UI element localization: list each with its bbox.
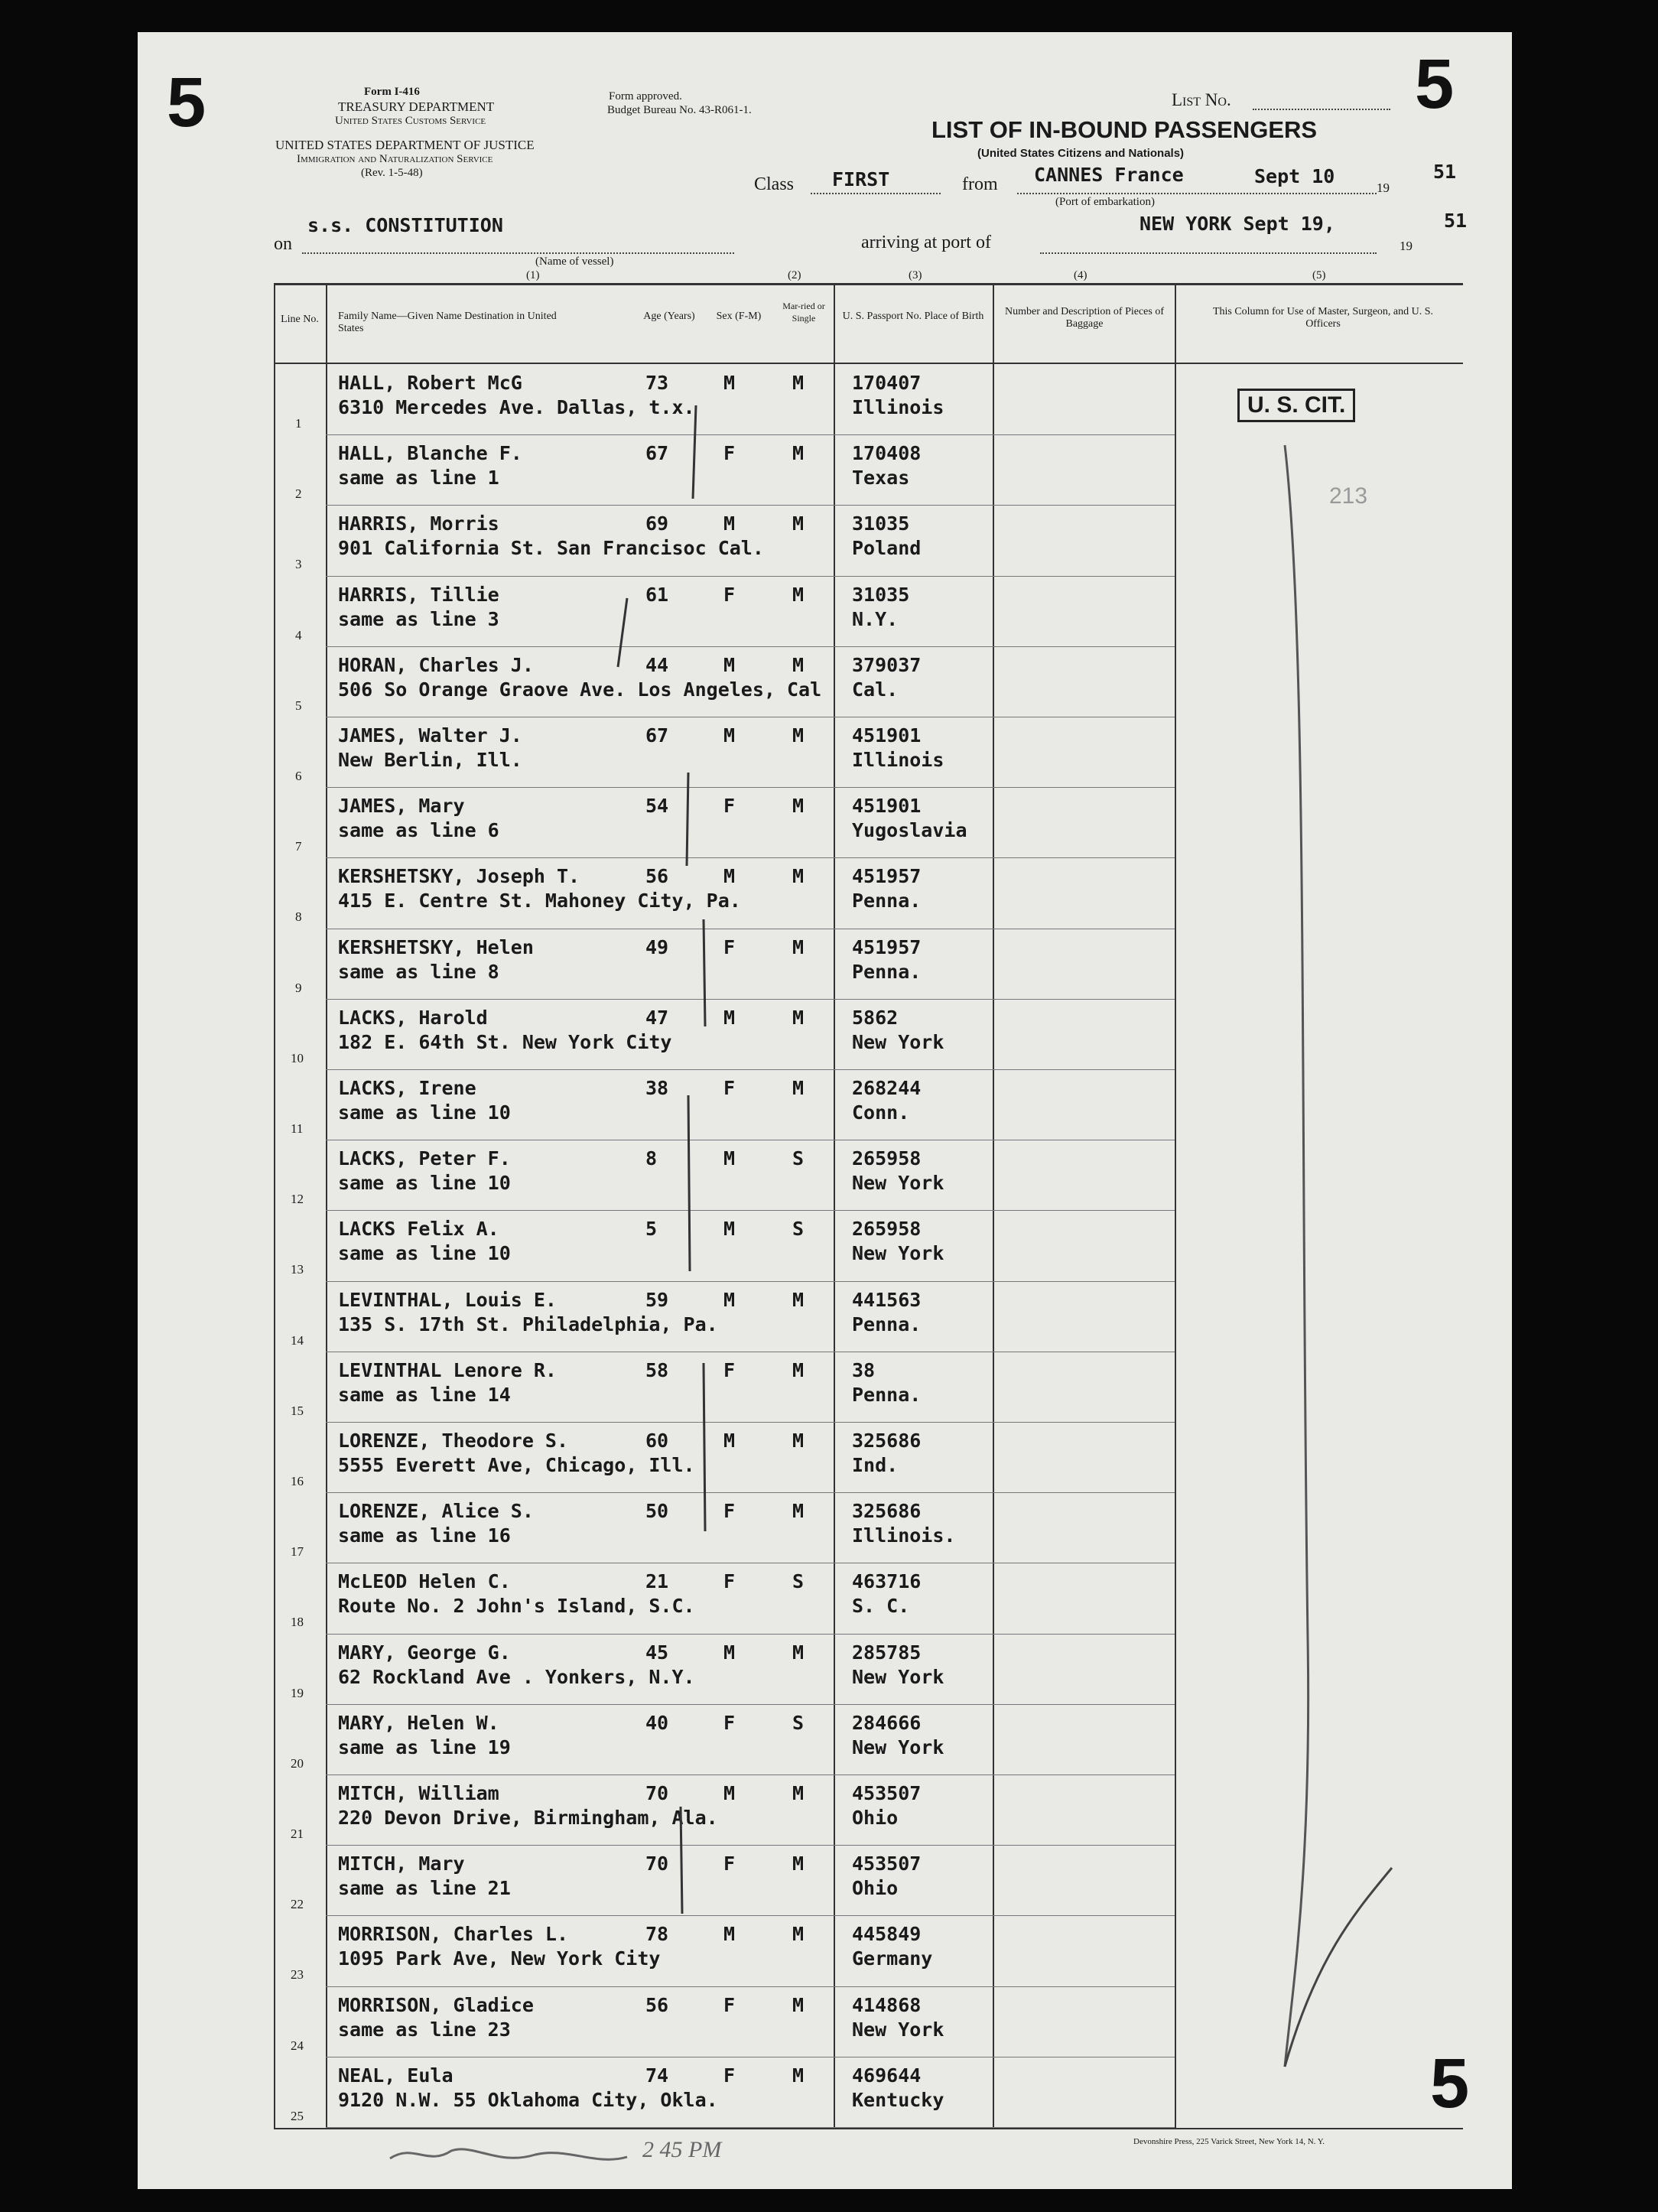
place-of-birth: New York [852,1172,944,1195]
check-mark [618,598,627,667]
destination: 1095 Park Ave, New York City [338,1947,661,1970]
marital-status: M [792,442,805,465]
place-of-birth: Illinois [852,749,944,771]
destination: 9120 N.W. 55 Oklahoma City, Okla. [338,2088,718,2111]
list-no-label: List No. [1172,90,1231,109]
marital-status: M [792,512,805,535]
check-mark [704,919,705,1026]
passport-number: 453507 [852,1853,922,1875]
sex: M [723,653,736,676]
passenger-name: LACKS Felix A. [338,1218,499,1241]
justice-dept: UNITED STATES DEPARTMENT OF JUSTICE [275,138,535,152]
from-label: from [962,174,998,194]
passenger-name: MARY, George G. [338,1641,511,1664]
passenger-name: LEVINTHAL, Louis E. [338,1288,557,1311]
sex: F [723,1993,736,2016]
sex: M [723,1923,736,1946]
officer-count: 213 [1329,483,1368,509]
place-of-birth: Ohio [852,1877,899,1900]
age: 8 [645,1147,658,1170]
passport-number: 451957 [852,935,922,958]
line-number: 12 [291,1192,304,1207]
header-age: Age (Years) [643,311,695,322]
sex: M [723,724,736,747]
destination: same as line 3 [338,607,499,630]
passport-number: 414868 [852,1993,922,2016]
destination: same as line 10 [338,1242,511,1265]
line-number: 19 [291,1685,304,1700]
age: 59 [645,1288,669,1311]
passenger-name: LACKS, Peter F. [338,1147,511,1170]
age: 44 [645,653,669,676]
place-of-birth: Ohio [852,1807,899,1829]
passenger-name: HALL, Blanche F. [338,442,522,465]
marital-status: M [792,1288,805,1311]
marital-status: S [792,1218,805,1241]
line-number: 20 [291,1755,304,1771]
sex: F [723,1711,736,1734]
marital-status: M [792,724,805,747]
check-mark [681,1807,682,1914]
age: 73 [645,372,669,394]
marital-status: M [792,653,805,676]
passport-number: 453507 [852,1782,922,1804]
age: 67 [645,724,669,747]
marital-status: M [792,583,805,606]
destination: 182 E. 64th St. New York City [338,1030,672,1053]
port-embark-label: (Port of embarkation) [1055,196,1155,208]
destination: same as line 19 [338,1735,511,1758]
passenger-name: MITCH, Mary [338,1853,465,1875]
destination: 5555 Everett Ave, Chicago, Ill. [338,1454,695,1476]
place-of-birth: Illinois [852,396,944,418]
line-number: 2 [295,486,302,502]
place-of-birth: N.Y. [852,607,899,630]
page-marker-right: 5 [1415,45,1455,123]
destination: 506 So Orange Graove Ave. Los Angeles, Cal [338,678,822,701]
passport-number: 31035 [852,512,910,535]
vessel-value: s.s. CONSTITUTION [307,214,503,236]
header-sex: Sex (F-M) [716,311,762,322]
header-officers: This Column for Use of Master, Surgeon, and U. S. Officers [1212,306,1434,330]
place-of-birth: New York [852,1665,944,1688]
destination: same as line 8 [338,960,499,983]
passport-number: 38 [852,1358,876,1381]
passenger-name: KERSHETSKY, Joseph T. [338,865,580,888]
signature-scrawl [390,2149,627,2159]
line-number: 4 [295,627,302,642]
place-of-birth: Illinois. [852,1524,956,1547]
destination: Route No. 2 John's Island, S.C. [338,1595,695,1618]
age: 60 [645,1430,669,1452]
sex: M [723,512,736,535]
header-married: Mar-ried or Single [782,301,825,324]
marital-status: M [792,1993,805,2016]
line-number: 24 [291,2038,304,2053]
embark-year: 51 [1433,161,1457,183]
passenger-name: LORENZE, Alice S. [338,1500,534,1523]
officer-pencil-line [1285,445,1309,2067]
place-of-birth: Yugoslavia [852,819,967,842]
sex: M [723,1641,736,1664]
destination: same as line 6 [338,819,499,842]
sex: F [723,795,736,818]
place-of-birth: Cal. [852,678,899,701]
marital-status: S [792,1147,805,1170]
passport-number: 441563 [852,1288,922,1311]
age: 21 [645,1570,669,1593]
line-number: 7 [295,839,302,854]
marital-status: M [792,372,805,394]
place-of-birth: Poland [852,537,922,560]
line-number: 17 [291,1544,304,1560]
line-number: 6 [295,769,302,783]
passenger-name: HORAN, Charles J. [338,653,534,676]
header-line-no: Line No. [281,314,319,325]
class-label: Class [754,174,795,194]
passenger-name: MARY, Helen W. [338,1711,499,1734]
passport-number: 325686 [852,1500,922,1523]
destination: same as line 10 [338,1172,511,1195]
form-title: LIST OF IN-BOUND PASSENGERS [931,116,1318,143]
age: 61 [645,583,669,606]
manifest-sheet [138,32,1512,2189]
age: 45 [645,1641,669,1664]
passenger-name: HARRIS, Morris [338,512,499,535]
place-of-birth: Conn. [852,1101,910,1124]
passenger-name: LACKS, Harold [338,1006,488,1029]
line-number: 15 [291,1403,304,1418]
sex: M [723,1430,736,1452]
line-number: 3 [295,557,302,572]
line-number: 8 [295,909,302,925]
line-number: 25 [291,2108,304,2123]
marital-status: M [792,935,805,958]
budget-bureau: Budget Bureau No. 43-R061-1. [607,104,752,116]
line-number: 23 [291,1967,304,1983]
sex: F [723,583,736,606]
sex: M [723,1006,736,1029]
place-of-birth: Penna. [852,1313,922,1335]
customs-service: United States Customs Service [335,115,486,127]
col-num-1: (1) [526,269,540,281]
passenger-name: LACKS, Irene [338,1077,476,1099]
marital-status: M [792,1358,805,1381]
destination: 6310 Mercedes Ave. Dallas, t.x. [338,396,695,418]
marital-status: M [792,1430,805,1452]
marital-status: M [792,1923,805,1946]
passenger-name: McLEOD Helen C. [338,1570,511,1593]
header-baggage: Number and Description of Pieces of Baggage [1005,306,1164,330]
destination: same as line 23 [338,2018,511,2041]
line-number: 11 [291,1121,304,1136]
sex: M [723,1218,736,1241]
sex: M [723,1288,736,1311]
form-subtitle: (United States Citizens and Nationals) [977,147,1185,160]
destination: same as line 14 [338,1383,511,1406]
destination: 135 S. 17th St. Philadelphia, Pa. [338,1313,718,1335]
passenger-name: JAMES, Walter J. [338,724,522,747]
passport-number: 379037 [852,653,922,676]
line-number: 18 [291,1615,304,1630]
passport-number: 469644 [852,2064,922,2087]
sex: M [723,1147,736,1170]
check-mark [687,773,688,866]
line-number: 14 [291,1332,304,1348]
class-value: FIRST [832,168,890,190]
place-of-birth: S. C. [852,1595,910,1618]
page-marker-left: 5 [167,63,206,142]
line-number: 21 [291,1827,304,1841]
place-of-birth: Texas [852,467,910,490]
marital-status: M [792,1782,805,1804]
place-of-birth: Penna. [852,1383,922,1406]
sex: F [723,2064,736,2087]
check-mark [704,1363,705,1531]
arrival-value: NEW YORK Sept 19, [1139,213,1335,235]
marital-status: M [792,1853,805,1875]
arrival-year: 51 [1444,210,1468,232]
passenger-name: MORRISON, Gladice [338,1993,534,2016]
age: 58 [645,1358,669,1381]
place-of-birth: Penna. [852,890,922,912]
col-num-4: (4) [1074,269,1087,281]
passenger-name: LEVINTHAL Lenore R. [338,1358,557,1381]
sex: F [723,935,736,958]
from-value: CANNES France [1034,164,1184,186]
marital-status: M [792,1641,805,1664]
marital-status: M [792,1006,805,1029]
embark-year-prefix: 19 [1377,181,1390,195]
age: 56 [645,865,669,888]
sex: F [723,1570,736,1593]
destination: 415 E. Centre St. Mahoney City, Pa. [338,890,741,912]
age: 50 [645,1500,669,1523]
line-number: 1 [295,416,302,431]
signature-time: 2 45 PM [642,2137,722,2162]
marital-status: S [792,1570,805,1593]
destination: 901 California St. San Francisoc Cal. [338,537,764,560]
passport-number: 325686 [852,1430,922,1452]
sex: F [723,442,736,465]
passport-number: 265958 [852,1218,922,1241]
passport-number: 285785 [852,1641,922,1664]
passenger-name: HALL, Robert McG [338,372,522,394]
place-of-birth: Kentucky [852,2088,944,2111]
sex: F [723,1500,736,1523]
sex: M [723,865,736,888]
sex: F [723,1358,736,1381]
header-name: Family Name—Given Name Destination in United States [338,311,557,334]
arrival-year-prefix: 19 [1400,239,1413,253]
marital-status: M [792,1500,805,1523]
check-mark [688,1095,690,1271]
destination: same as line 1 [338,467,499,490]
sex: F [723,1853,736,1875]
col-num-3: (3) [909,269,922,281]
passenger-name: NEAL, Eula [338,2064,454,2087]
arriving-label: arriving at port of [861,233,991,252]
treasury-dept: TREASURY DEPARTMENT [338,99,495,114]
vessel-label: (Name of vessel) [535,255,614,268]
printer-credit: Devonshire Press, 225 Varick Street, New York 14, N. Y. [1133,2137,1325,2146]
passport-number: 31035 [852,583,910,606]
age: 54 [645,795,669,818]
destination: same as line 21 [338,1877,511,1900]
passport-number: 451901 [852,724,922,747]
place-of-birth: Germany [852,1947,933,1970]
place-of-birth: New York [852,1735,944,1758]
passenger-name: LORENZE, Theodore S. [338,1430,569,1452]
marital-status: M [792,865,805,888]
marital-status: M [792,2064,805,2087]
age: 74 [645,2064,669,2087]
age: 38 [645,1077,669,1099]
sex: M [723,1782,736,1804]
age: 40 [645,1711,669,1734]
age: 70 [645,1853,669,1875]
form-number: Form I-416 [364,86,420,98]
marital-status: M [792,1077,805,1099]
age: 67 [645,442,669,465]
age: 70 [645,1782,669,1804]
page-marker-bottom: 5 [1430,2044,1470,2123]
destination: same as line 10 [338,1101,511,1124]
place-of-birth: New York [852,1030,944,1053]
passport-number: 445849 [852,1923,922,1946]
age: 69 [645,512,669,535]
age: 5 [645,1218,658,1241]
marital-status: S [792,1711,805,1734]
line-number: 10 [291,1050,304,1065]
passport-number: 170408 [852,442,922,465]
passenger-name: KERSHETSKY, Helen [338,935,534,958]
sex: F [723,1077,736,1099]
form-approved: Form approved. [609,90,682,102]
passenger-name: JAMES, Mary [338,795,465,818]
sex: M [723,372,736,394]
line-number: 16 [291,1474,304,1488]
place-of-birth: Penna. [852,960,922,983]
pencil-marks [138,32,1512,2189]
header-passport: U. S. Passport No. Place of Birth [842,311,984,322]
passport-number: 451901 [852,795,922,818]
line-number: 5 [295,698,302,713]
embark-date: Sept 10 [1254,165,1335,187]
marital-status: M [792,795,805,818]
passenger-name: MITCH, William [338,1782,499,1804]
age: 49 [645,935,669,958]
place-of-birth: New York [852,2018,944,2041]
destination: New Berlin, Ill. [338,749,522,771]
place-of-birth: New York [852,1242,944,1265]
line-number: 13 [291,1262,304,1277]
passport-number: 463716 [852,1570,922,1593]
passport-number: 268244 [852,1077,922,1099]
us-citizen-stamp: U. S. CIT. [1237,389,1355,422]
passenger-name: MORRISON, Charles L. [338,1923,569,1946]
destination: 220 Devon Drive, Birmingham, Ala. [338,1807,718,1829]
destination: 62 Rockland Ave . Yonkers, N.Y. [338,1665,695,1688]
passport-number: 284666 [852,1711,922,1734]
ins-service: Immigration and Naturalization Service [297,153,493,165]
passport-number: 265958 [852,1147,922,1170]
passport-number: 5862 [852,1006,899,1029]
line-number: 22 [291,1897,304,1912]
age: 78 [645,1923,669,1946]
check-mark [693,405,696,499]
line-number: 9 [295,980,302,995]
col-num-5: (5) [1312,269,1326,281]
passport-number: 451957 [852,865,922,888]
on-label: on [274,234,292,254]
age: 47 [645,1006,669,1029]
destination: same as line 16 [338,1524,511,1547]
place-of-birth: Ind. [852,1454,899,1476]
col-num-2: (2) [788,269,801,281]
form-revision: (Rev. 1-5-48) [361,167,423,179]
age: 56 [645,1993,669,2016]
passenger-name: HARRIS, Tillie [338,583,499,606]
passport-number: 170407 [852,372,922,394]
